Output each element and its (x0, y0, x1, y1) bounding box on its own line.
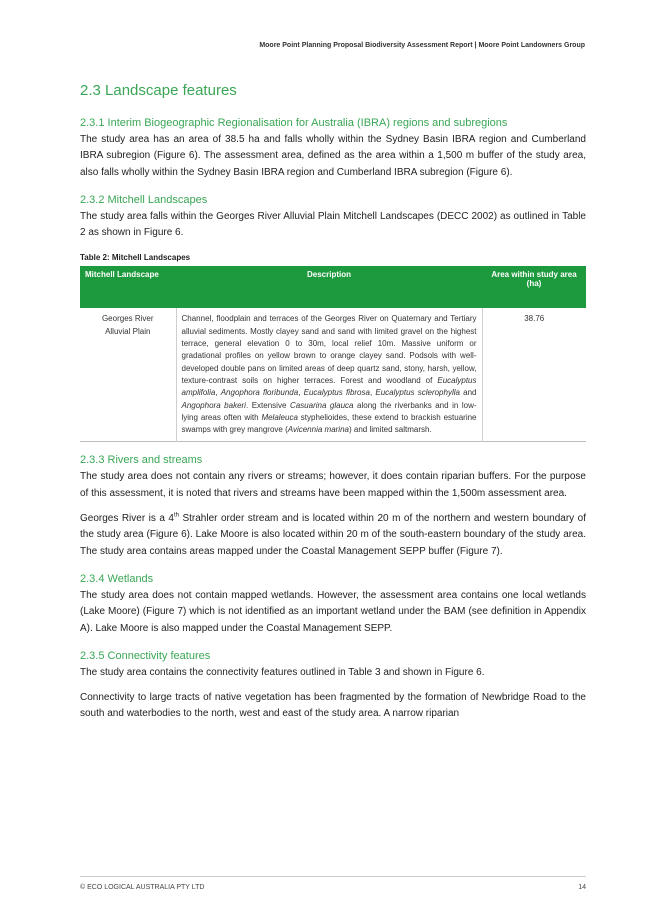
cell-area: 38.76 (524, 314, 545, 324)
cell-landscape: Georges River Alluvial Plain (101, 314, 154, 336)
cell-description: Channel, floodplain and terraces of the Georges River on Quaternary and Tertiary alluvial sediments. Mostly clayey sand and sand with limited gravel on the highest terrace, general elevation 0 to 30m, local relief 10m. Massive uniform or gradational profiles on yellow brown to orange clayey sand. Podsols with well-developed double pans on limited areas of deep quartz sand, stony, harsh, yellow, texture-contrast soils on higher terraces. Forest and woodland of Eucalyptus amplifolia, Angophora floribunda, Eucalyptus fibrosa, Eucalyptus sclerophylla and Angophora bakeri. Extensive Casuarina glauca along the riverbanks and in low-lying areas often with Melaleuca styphelioides, these extend to brackish estuarine swamps with grey mangrove (Avicennia marina) and limited saltmarsh. (176, 308, 482, 441)
mitchell-paragraph: The study area falls within the Georges River Alluvial Plain Mitchell Landscapes (DECC 2002) as outlined in Table 2 as shown in Figure 6. (80, 210, 586, 239)
footer-copyright: © ECO LOGICAL AUSTRALIA PTY LTD (80, 884, 205, 891)
table-header-row (80, 266, 586, 308)
column-header-landscape: Mitchell Landscape (85, 270, 159, 280)
page-content (80, 82, 586, 723)
connectivity-paragraph-2: Connectivity to large tracts of native vegetation has been fragmented by the formation of Newbridge Road to the south and waterbodies to the north, west and east of the study area. A narrow riparian (80, 692, 586, 720)
wetlands-heading: 2.3.4 Wetlands (80, 572, 154, 585)
column-header-area: Area within study area (ha) (491, 270, 577, 289)
connectivity-heading: 2.3.5 Connectivity features (80, 649, 211, 662)
connectivity-paragraph-1: The study area contains the connectivity features outlined in Table 3 and shown in Figure 6. (80, 666, 485, 678)
mitchell-table (80, 266, 586, 442)
ibra-paragraph: The study area has an area of 38.5 ha and falls wholly within the Sydney Basin IBRA region and Cumberland IBRA subregion (Figure 6). The assessment area, defined as the area within a 1,500 m buffer of the study area, also falls wholly within the Sydney Basin IBRA region and Cumberland IBRA subregion (Figure 6). (80, 134, 586, 178)
running-header: Moore Point Planning Proposal Biodiversity Assessment Report | Moore Point Landowners Group (259, 42, 585, 49)
wetlands-paragraph: The study area does not contain mapped wetlands. However, the assessment area contains one local wetlands (Lake Moore) (Figure 7) which is not identified as an important wetland under the BAM (see definition in Appendix A). Lake Moore is also mapped under the Coastal Management SEPP. (80, 589, 586, 634)
column-header-description: Description (306, 270, 351, 280)
ibra-heading: 2.3.1 Interim Biogeographic Regionalisation for Australia (IBRA) regions and subregions (80, 117, 508, 129)
rivers-paragraph-1: The study area does not contain any rivers or streams; however, it does contain riparian buffers. For the purpose of this assessment, it is noted that rivers and streams have been mapped within the 1,500m assessment area. (80, 471, 586, 499)
rivers-heading: 2.3.3 Rivers and streams (80, 454, 203, 467)
rivers-paragraph-2: Georges River is a 4th Strahler order stream and is located within 20 m of the northern and western boundary of the study area (Figure 6). Lake Moore is also located within 20 m of the south-eastern boundary of the study area. The study area contains areas mapped under the Coastal Management SEPP buffer (Figure 7). (80, 512, 586, 557)
footer-divider (80, 876, 586, 877)
page-number: 14 (578, 884, 586, 891)
section-title: 2.3 Landscape features (80, 82, 237, 99)
table-caption: Table 2: Mitchell Landscapes (80, 253, 191, 263)
table-row (80, 308, 586, 441)
mitchell-heading: 2.3.2 Mitchell Landscapes (80, 193, 208, 206)
